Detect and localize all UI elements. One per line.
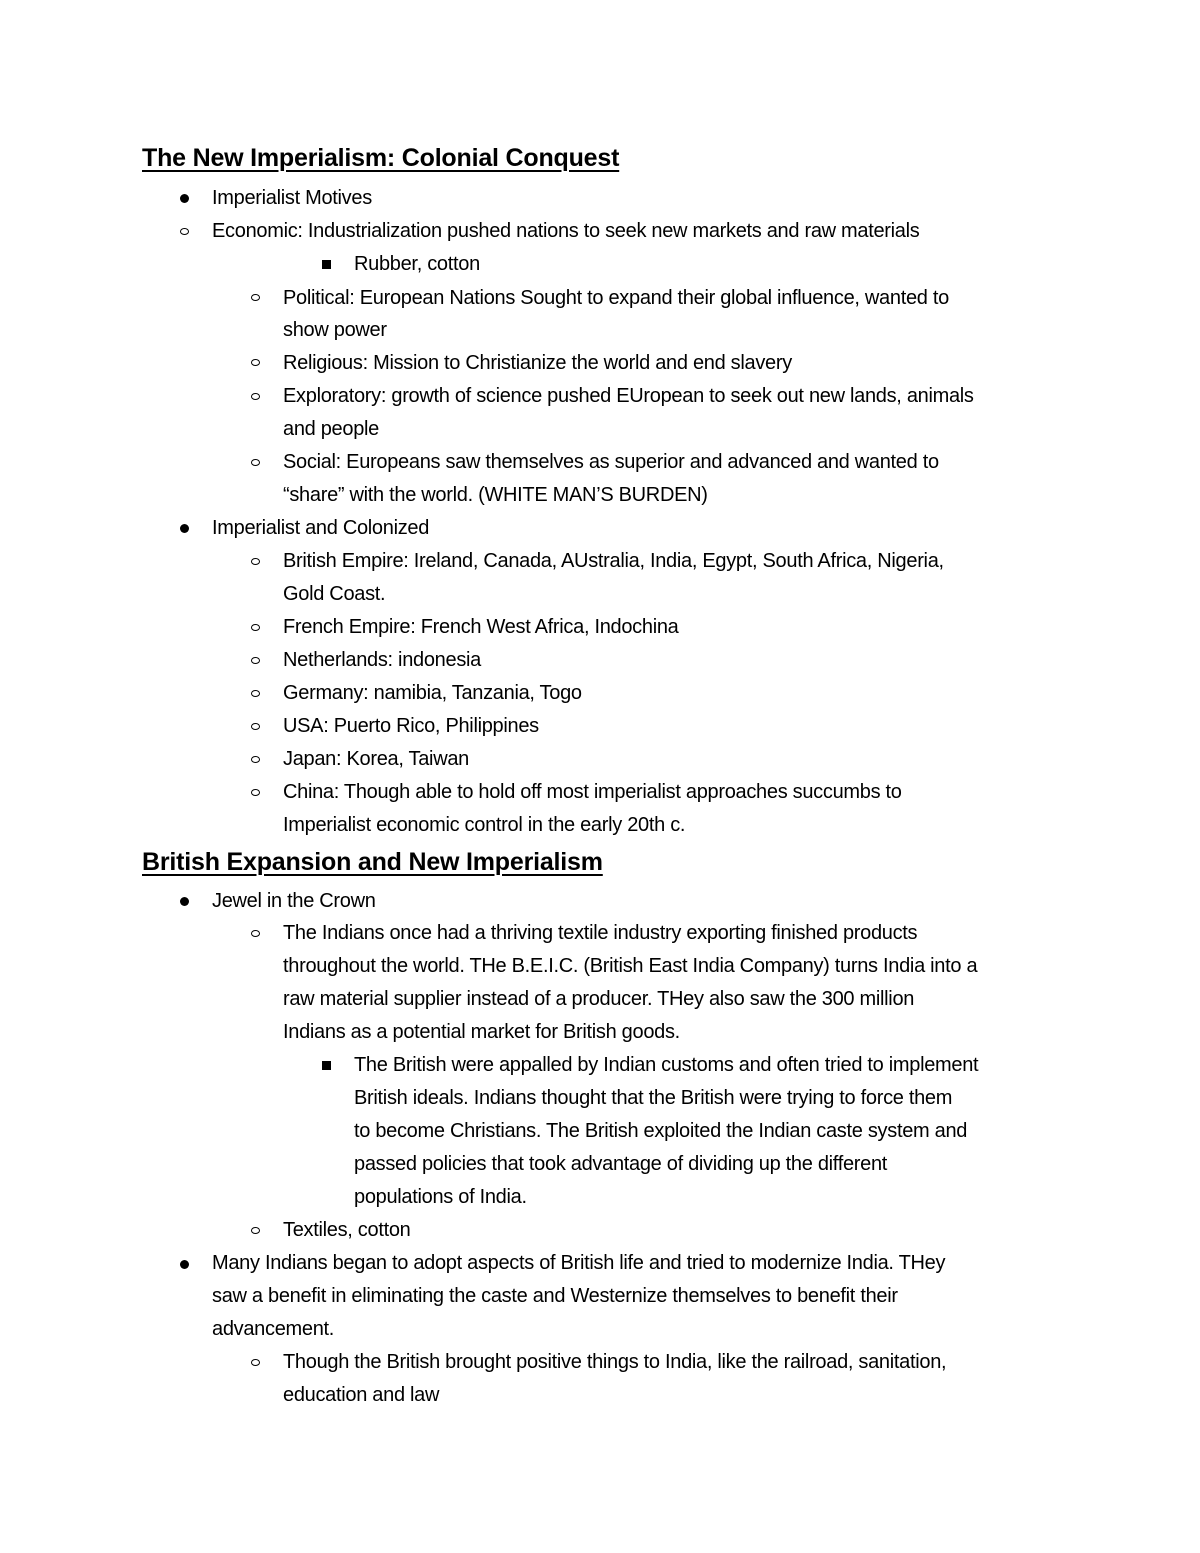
list-item-indians-textile-cont: Indians as a potential market for British goods. [283,1021,680,1043]
bullet-circle [180,228,189,235]
list-item-british-empire: British Empire: Ireland, Canada, AUstralia, India, Egypt, South Africa, Nigeria, [283,550,944,572]
bullet-square [322,1061,331,1070]
list-item-british-positive-cont: education and law [283,1384,440,1406]
list-item-british-empire-cont: Gold Coast. [283,583,386,605]
list-item-social: Social: Europeans saw themselves as superior and advanced and wanted to [283,451,939,473]
list-item-usa: USA: Puerto Rico, Philippines [283,715,539,737]
bullet-circle [251,930,260,937]
bullet-circle [251,558,260,565]
list-item-indians-textile-cont: throughout the world. THe B.E.I.C. (British East India Company) turns India into a [283,955,978,977]
list-item-social-cont: “share” with the world. (WHITE MAN’S BURDEN) [283,484,708,506]
bullet-circle [251,624,260,631]
bullet-circle [251,294,260,301]
list-item-indians-adopt-cont: saw a benefit in eliminating the caste and Westernize themselves to benefit their [212,1285,898,1307]
list-item-british-appalled-cont: passed policies that took advantage of dividing up the different [354,1153,888,1175]
list-item-indians-textile-cont: raw material supplier instead of a producer. THey also saw the 300 million [283,988,915,1010]
bullet-circle [251,657,260,664]
list-item-indians-textile: The Indians once had a thriving textile industry exporting finished products [283,922,918,944]
bullet-circle [251,723,260,730]
section-heading-british-expansion: British Expansion and New Imperialism [142,848,603,876]
bullet-circle [251,789,260,796]
list-item-political: Political: European Nations Sought to expand their global influence, wanted to [283,287,949,309]
list-item-british-appalled-cont: populations of India. [354,1186,527,1208]
bullet-circle [251,756,260,763]
section-heading-new-imperialism: The New Imperialism: Colonial Conquest [142,144,620,172]
list-item-china: China: Though able to hold off most imperialist approaches succumbs to [283,781,902,803]
bullet-disc [180,1260,189,1269]
list-item-british-positive: Though the British brought positive things to India, like the railroad, sanitation, [283,1351,947,1373]
bullet-circle [251,393,260,400]
list-item-religious: Religious: Mission to Christianize the world and end slavery [283,352,792,374]
bullet-disc [180,524,189,533]
list-item-exploratory-cont: and people [283,418,379,440]
list-item-british-appalled: The British were appalled by Indian customs and often tried to implement [354,1054,979,1076]
list-item-french-empire: French Empire: French West Africa, Indochina [283,616,679,638]
bullet-circle [251,459,260,466]
list-item-china-cont: Imperialist economic control in the early 20th c. [283,814,686,836]
list-item-british-appalled-cont: to become Christians. The British exploited the Indian caste system and [354,1120,968,1142]
list-item-japan: Japan: Korea, Taiwan [283,748,469,770]
list-item-indians-adopt: Many Indians began to adopt aspects of British life and tried to modernize India. THey [212,1252,946,1274]
bullet-circle [251,359,260,366]
bullet-circle [251,690,260,697]
list-item-rubber-cotton: Rubber, cotton [354,253,480,275]
bullet-disc [180,194,189,203]
bullet-disc [180,897,189,906]
list-item-exploratory: Exploratory: growth of science pushed EUropean to seek out new lands, animals [283,385,974,407]
bullet-square [322,260,331,269]
list-item-economic: Economic: Industrialization pushed nations to seek new markets and raw materials [212,220,920,242]
list-item-british-appalled-cont: British ideals. Indians thought that the British were trying to force them [354,1087,953,1109]
list-item-netherlands: Netherlands: indonesia [283,649,481,671]
list-item-imperialist-colonized: Imperialist and Colonized [212,517,430,539]
list-item-textiles-cotton: Textiles, cotton [283,1219,411,1241]
list-item-indians-adopt-cont: advancement. [212,1318,335,1340]
list-item-jewel-crown: Jewel in the Crown [212,890,376,912]
list-item-political-cont: show power [283,319,387,341]
bullet-circle [251,1359,260,1366]
list-item-imperialist-motives: Imperialist Motives [212,187,372,209]
bullet-circle [251,1227,260,1234]
list-item-germany: Germany: namibia, Tanzania, Togo [283,682,582,704]
